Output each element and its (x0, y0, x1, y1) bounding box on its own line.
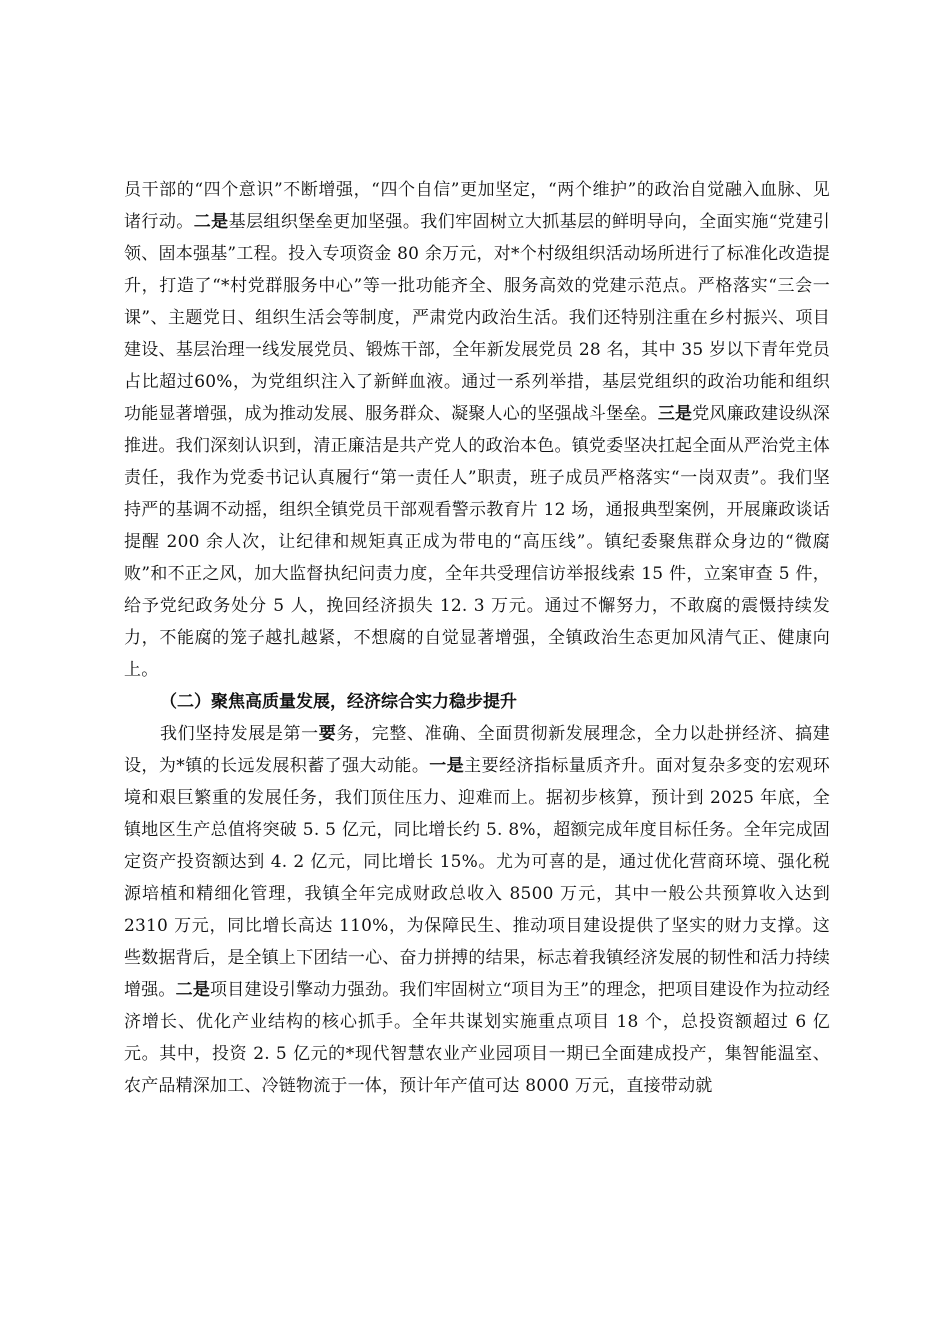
paragraph-text: 党风廉政建设纵深推进。我们深刻认识到，清正廉洁是共产党人的政治本色。镇党委坚决扛起全面从严治党主体责任，我作为党委书记认真履行“第一责任人”职责，班子成员严格落实“一岗双责”。我们坚持严的基调不动摇，组织全镇党员干部观看警示教育片 12 场，通报典型案例，开展廉政谈话提醒 200 余人次，让纪律和规矩真正成为带电的“高压线”。镇纪委聚焦群众身边的“微腐败”和不正之风，加大监督执纪问责力度，全年共受理信访举报线索 15 件，立案审查 5 件，给予党纪政务处分 5 人，挽回经济损失 12. 3 万元。通过不懈努力，不敢腐的震慑持续发力，不能腐的笼子越扎越紧，不想腐的自觉显著增强，全镇政治生态更加风清气正、健康向上。 (124, 404, 831, 680)
document-body (124, 174, 830, 1102)
paragraph-party-building (124, 174, 830, 686)
section-heading: （二）聚焦高质量发展，经济综合实力稳步提升 (160, 692, 517, 712)
bold-marker: 要 (318, 724, 337, 744)
paragraph-text: 项目建设引擎动力强劲。我们牢固树立“项目为王”的理念，把项目建设作为拉动经济增长、优化产业结构的核心抓手。全年共谋划实施重点项目 18 个，总投资额超过 6 亿元。其中，投资 2. 5 亿元的*现代智慧农业产业园项目一期已全面建成投产，集智能温室、农产品精深加工、冷链物流于一体，预计年产值可达 8000 万元，直接带动就 (124, 980, 831, 1096)
paragraph-text: 基层组织堡垒更加坚强。我们牢固树立大抓基层的鲜明导向，全面实施“党建引领、固本强基”工程。投入专项资金 80 余万元，对*个村级组织活动场所进行了标准化改造提升，打造了“*村党群服务中心”等一批功能齐全、服务高效的党建示范点。严格落实“三会一课”、主题党日、组织生活会等制度，严肃党内政治生活。我们还特别注重在乡村振兴、项目建设、基层治理一线发展党员、锻炼干部，全年新发展党员 28 名，其中 35 岁以下青年党员占比超过60%，为党组织注入了新鲜血液。通过一系列举措，基层党组织的政治功能和组织功能显著增强，成为推动发展、服务群众、凝聚人心的坚强战斗堡垒。 (124, 212, 830, 424)
paragraph-text: 我们坚持发展是第一 (160, 724, 319, 744)
bold-marker: 一是 (429, 756, 465, 776)
bold-marker: 三是 (657, 404, 693, 424)
paragraph-text: 员干部的“四个意识”不断增强，“四个自信”更加坚定，“两个维护”的政治自觉融入血脉、见诸行动。 (124, 180, 830, 232)
bold-marker: 二是 (175, 980, 211, 1000)
paragraph-text: 主要经济指标量质齐升。面对复杂多变的宏观环境和艰巨繁重的发展任务，我们顶住压力、迎难而上。据初步核算，预计到 2025 年底，全镇地区生产总值将突破 5. 5 亿元，同比增长约 5. 8%，超额完成年度目标任务。全年完成固定资产投资额达到 4. 2 亿元，同比增长 15%。尤为可喜的是，通过优化营商环境、强化税源培植和精细化管理，我镇全年完成财政总收入 8500 万元，其中一般公共预算收入达到 2310 万元，同比增长高达 110%，为保障民生、推动项目建设提供了坚实的财力支撑。这些数据背后，是全镇上下团结一心、奋力拼搏的结果，标志着我镇经济发展的韧性和活力持续增强。 (124, 756, 830, 1000)
paragraph-text: 务，完整、准确、全面贯彻新发展理念，全力以赴拼经济、搞建设，为*镇的长远发展积蓄了强大动能。 (124, 724, 831, 776)
paragraph-economy (124, 718, 830, 1102)
bold-marker: 二是 (193, 212, 229, 232)
